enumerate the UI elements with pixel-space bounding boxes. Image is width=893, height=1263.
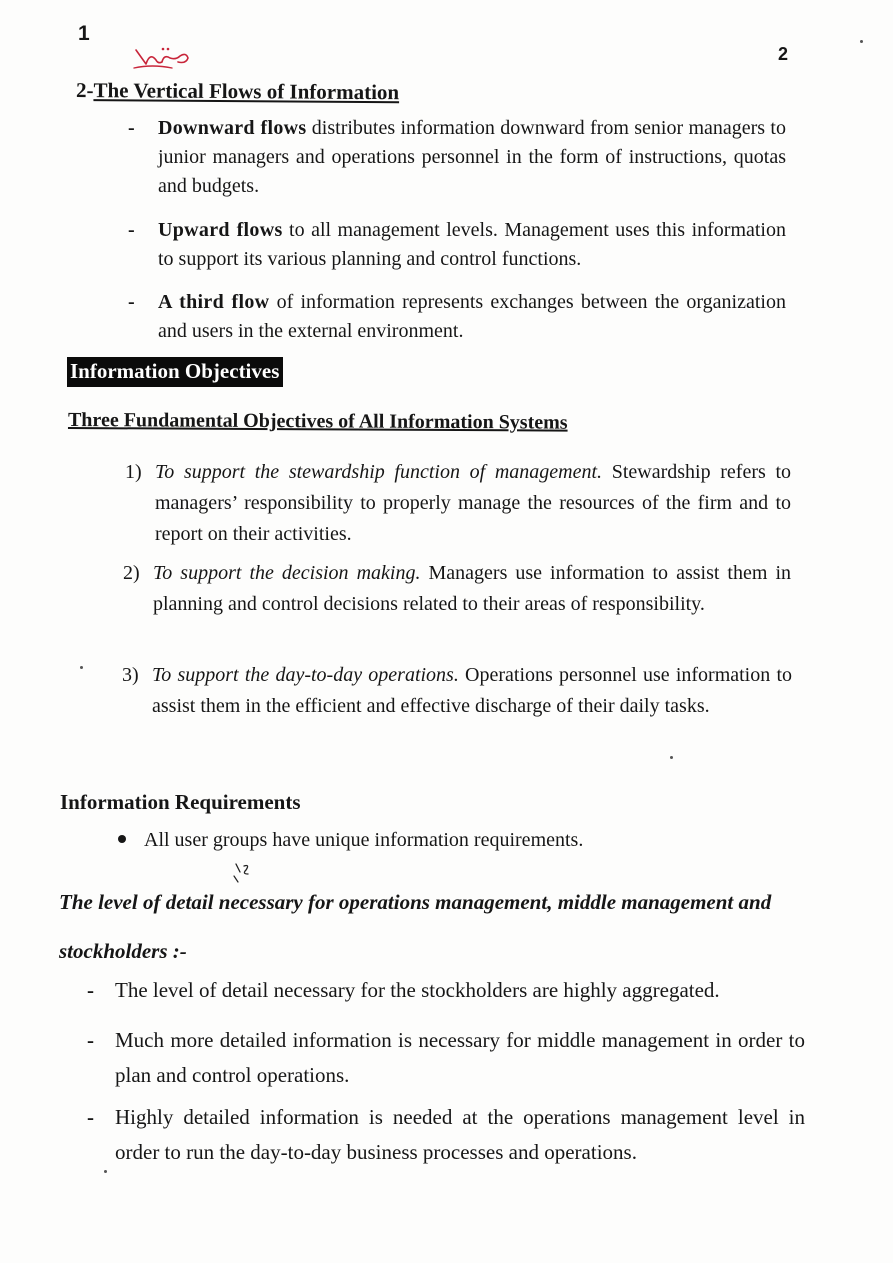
item-text: Much more detailed information is necessary for middle management in order to plan and control operations. bbox=[115, 1028, 805, 1087]
item-text: Highly detailed information is needed at the operations management level in order to run the day-to-day business processes and operations. bbox=[115, 1105, 805, 1164]
item-number: 1) bbox=[125, 461, 142, 483]
dash-marker: - bbox=[128, 291, 135, 313]
scan-speck bbox=[80, 666, 83, 669]
section-title: The Vertical Flows of Information bbox=[93, 78, 400, 105]
item-term: A third flow bbox=[158, 291, 270, 313]
list-item bbox=[87, 1023, 805, 1093]
dash-marker: - bbox=[128, 219, 135, 241]
subheading-three-objectives: Three Fundamental Objectives of All Information Systems bbox=[67, 409, 568, 434]
item-number: 3) bbox=[122, 664, 139, 686]
page-number-right: 2 bbox=[778, 44, 789, 64]
dash-marker: - bbox=[87, 978, 94, 1002]
item-italic-lead: To support the stewardship function of management. bbox=[155, 461, 603, 483]
dash-marker: - bbox=[87, 1105, 94, 1129]
heading-level-of-detail: The level of detail necessary for operations management, middle management and stockholders :- bbox=[59, 890, 772, 963]
item-text: Operations personnel use information to assist them in the efficient and effective discharge of their daily tasks. bbox=[152, 664, 792, 717]
section-number: 2- bbox=[75, 78, 94, 103]
heading-information-requirements: Information Requirements bbox=[60, 790, 301, 814]
item-text: Managers use information to assist them in planning and control decisions related to their areas of responsibility. bbox=[153, 562, 792, 615]
list-item bbox=[87, 1100, 805, 1170]
item-term: Downward flows bbox=[158, 117, 307, 139]
boxed-heading-information-objectives: Information Objectives bbox=[67, 357, 283, 387]
item-text: of information represents exchanges between the organization and users in the external environment. bbox=[158, 291, 786, 342]
list-item bbox=[128, 216, 786, 274]
numbered-item bbox=[123, 558, 792, 620]
item-text: Stewardship refers to managers’ responsibility to properly manage the resources of the firm and to report on their activities. bbox=[155, 461, 791, 545]
dash-marker: - bbox=[87, 1028, 94, 1052]
item-italic-lead: To support the day-to-day operations. bbox=[152, 664, 459, 686]
page-number-left: 1 bbox=[78, 22, 90, 45]
bullet-text: All user groups have unique information requirements. bbox=[144, 829, 584, 851]
bullet-dot-icon bbox=[118, 835, 126, 843]
item-text: The level of detail necessary for the stockholders are highly aggregated. bbox=[115, 978, 720, 1002]
item-text: to all management levels. Management uses this information to support its various planning and control functions. bbox=[158, 219, 786, 270]
numbered-item bbox=[125, 457, 791, 550]
bullet-item bbox=[118, 829, 583, 852]
scan-speck bbox=[670, 756, 673, 759]
scan-speck bbox=[104, 1170, 107, 1173]
scan-speck bbox=[860, 40, 863, 43]
list-item bbox=[128, 114, 786, 201]
item-text: distributes information downward from senior managers to junior managers and operations personnel in the form of instructions, quotas and budgets. bbox=[158, 117, 786, 197]
list-item bbox=[128, 288, 786, 346]
handwritten-scribble-icon bbox=[132, 42, 196, 72]
numbered-item bbox=[122, 660, 792, 722]
dash-marker: - bbox=[128, 117, 135, 139]
item-term: Upward flows bbox=[158, 219, 283, 241]
section-heading-vertical-flows bbox=[76, 78, 399, 105]
item-number: 2) bbox=[123, 562, 140, 584]
list-item bbox=[87, 973, 805, 1008]
item-italic-lead: To support the decision making. bbox=[153, 562, 421, 584]
